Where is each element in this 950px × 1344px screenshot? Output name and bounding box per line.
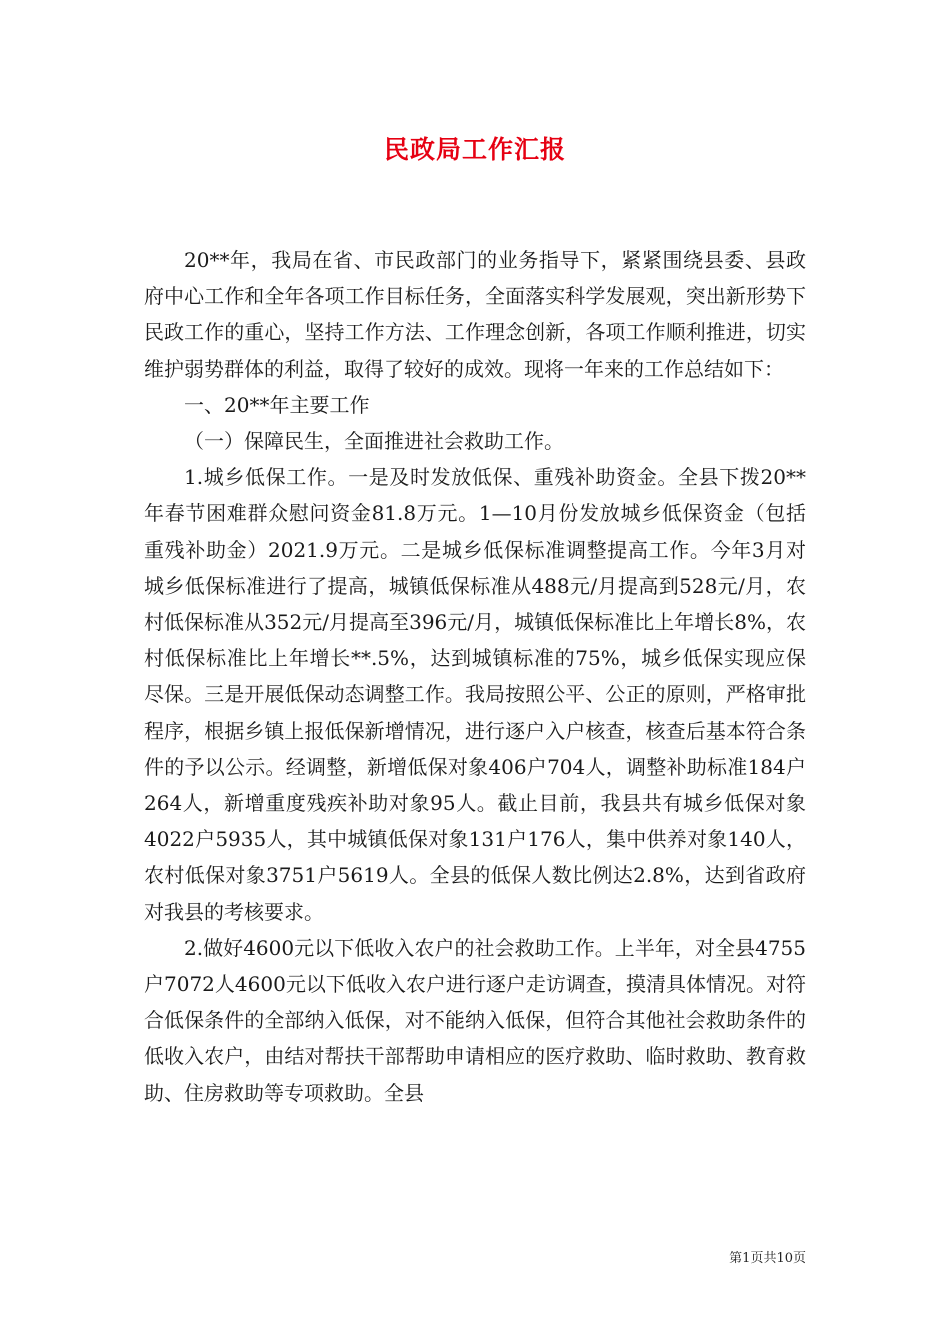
page-number-footer: 第1页共10页 [729, 1251, 806, 1266]
paragraph-item-2: 2.做好4600元以下低收入农户的社会救助工作。上半年，对全县4755户7072人4600元以下低收入农户进行逐户走访调查，摸清具体情况。对符合低保条件的全部纳入低保，对不能纳入低保，但符合其他社会救助条件的低收入农户，由结对帮扶干部帮助申请相应的医疗救助、临时救助、教育救助、住房救助等专项救助。全县 [144, 935, 806, 1105]
page-title: 民政局工作汇报 [383, 135, 566, 164]
paragraph-intro: 20**年，我局在省、市民政部门的业务指导下，紧紧围绕县委、县政府中心工作和全年各项工作目标任务，全面落实科学发展观，突出新形势下民政工作的重心，坚持工作方法、工作理念创新，各项工作顺利推进，切实维护弱势群体的利益，取得了较好的成效。现将一年来的工作总结如下： [144, 248, 806, 381]
paragraph-item-1: 1.城乡低保工作。一是及时发放低保、重残补助资金。全县下拨20**年春节困难群众慰问资金81.8万元。1—10月份发放城乡低保资金（包括重残补助金）2021.9万元。二是城乡低保标准调整提高工作。今年3月对城乡低保标准进行了提高，城镇低保标准从488元/月提高到528元/月，农村低保标准从352元/月提高至396元/月，城镇低保标准比上年增长8%，农村低保标准比上年增长**.5%，达到城镇标准的75%，城乡低保实现应保尽保。三是开展低保动态调整工作。我局按照公平、公正的原则，严格审批程序，根据乡镇上报低保新增情况，进行逐户入户核查，核查后基本符合条件的予以公示。经调整，新增低保对象406户704人，调整补助标准184户264人，新增重度残疾补助对象95人。截止目前，我县共有城乡低保对象4022户5935人，其中城镇低保对象131户176人，集中供养对象140人，农村低保对象3751户5619人。全县的低保人数比例达2.8%，达到省政府对我县的考核要求。 [144, 465, 806, 924]
section-heading: 一、20**年主要工作 [184, 392, 370, 417]
document-body [144, 242, 806, 1111]
subsection-heading: （一）保障民生，全面推进社会救助工作。 [184, 429, 564, 454]
